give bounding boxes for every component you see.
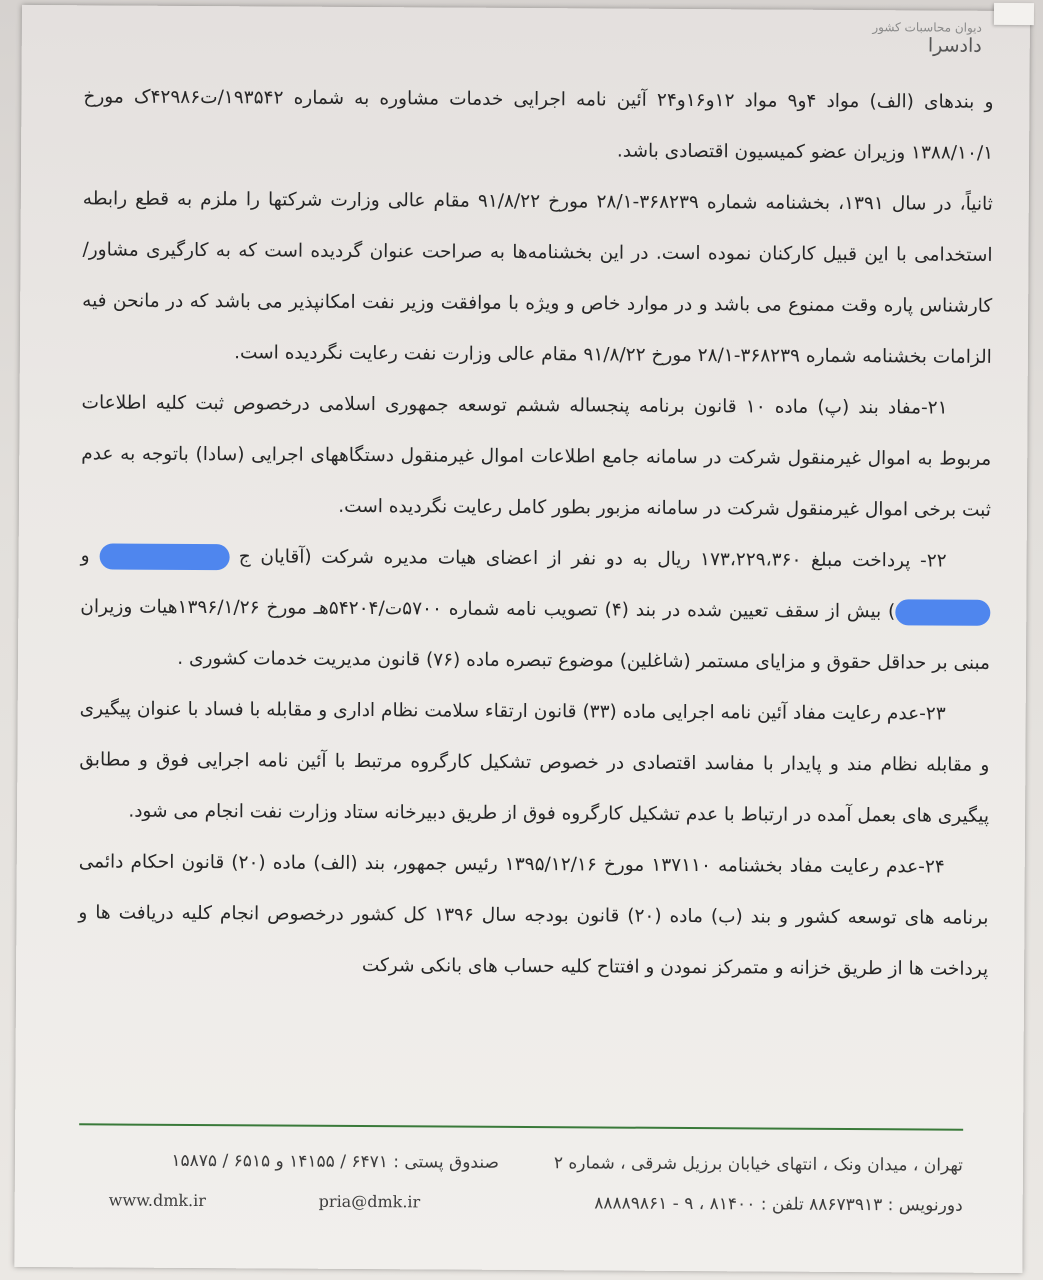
department-name: دادسرا [927,34,982,57]
paragraph-22-part1: ۲۲- پرداخت مبلغ ۱۷۳،۲۲۹،۳۶۰ ریال به دو نفر از اعضای هیات مدیره شرکت (آقایان ج [238,546,947,572]
document-body [78,71,994,995]
page-corner-fold [994,3,1034,25]
redacted-name-1 [99,543,229,570]
paragraph-22-part2: و [80,545,90,567]
letterhead-stamp [872,20,982,57]
paragraph-21: ۲۱-مفاد بند (پ) ماده ۱۰ قانون برنامه پنجساله ششم توسعه جمهوری اسلامی درخصوص ثبت کلیه اطلاعات مربوط به اموال غیرمنقول شرکت در سامانه جامع اطلاعات اموال غیرمنقول دستگاههای اجرایی (سادا) باتوجه به عدم ثبت برخی اموال غیرمنقول شرکت در سامانه مزبور بطور کامل رعایت نگردیده است. [81,392,992,521]
footer-website: www.dmk.ir [108,1190,207,1211]
document-page [14,5,1030,1273]
organization-name: دیوان محاسبات کشور [872,20,982,35]
footer-phones: دورنویس : ۸۸۶۷۳۹۱۳ تلفن : ۸۱۴۰۰ ، ۹ - ۸۸۸۸۹۸۶۱ [594,1193,963,1216]
footer-divider [79,1123,963,1130]
paragraph-24: ۲۴-عدم رعایت مفاد بخشنامه ۱۳۷۱۱۰ مورخ ۱۳۹۵/۱۲/۱۶ رئیس جمهور، بند (الف) ماده (۲۰) قانون احکام دائمی برنامه های توسعه کشور و بند (ب) ماده (۲۰) قانون بودجه سال ۱۳۹۶ کل کشور درخصوص انجام کلیه دریافت ها و پرداخت ها از طریق خزانه و متمرکز نمودن و افتتاح کلیه حساب های بانکی شرکت [78,851,989,980]
footer-address: تهران ، میدان ونک ، انتهای خیابان برزیل شرقی ، شماره ۲ [553,1153,963,1176]
footer-email: pria@dmk.ir [318,1191,421,1212]
footer-contact-block [554,1143,964,1225]
paragraph-secondly: ثانیاً، در سال ۱۳۹۱، بخشنامه شماره ۳۶۸۲۳۹-۲۸/۱ مورخ ۹۱/۸/۲۲ مقام عالی وزارت شرکتها را ملزم به قطع رابطه استخدامی با این قبیل کارکنان نموده است. در این بخشنامه‌ها به صراحت عنوان گردیده است که به کارگیری مشاور/کارشناس پاره وقت ممنوع می باشد و در موارد خاص و ویژه با موافقت وزیر نفت امکانپذیر می باشد که در مانحن فیه الزامات بخشنامه شماره ۳۶۸۲۳۹-۲۸/۱ مورخ ۹۱/۸/۲۲ مقام عالی وزارت نفت رعایت نگردیده است. [82,188,993,368]
redacted-name-2 [895,599,990,626]
paragraph-23: ۲۳-عدم رعایت مفاد آئین نامه اجرایی ماده (۳۳) قانون ارتقاء سلامت نظام اداری و مقابله با فساد با عنوان پیگیری و مقابله نظام مند و پایدار با مفاسد اقتصادی در خصوص تشکیل کارگروه مرتبط با آئین نامه اجرایی فوق و مطابق پیگیری های بعمل آمده در ارتباط با عدم تشکیل کارگروه فوق از طریق دبیرخانه ستاد وزارت نفت انجام می شود. [79,698,990,827]
footer-po-box: صندوق پستی : ۶۴۷۱ / ۱۴۱۵۵ و ۶۵۱۵ / ۱۵۸۷۵ [171,1150,500,1173]
letterhead-footer [78,1140,963,1245]
paragraph-intro: و بندهای (الف) مواد ۴و۹ مواد ۱۲و۱۶و۲۴ آئین نامه اجرایی خدمات مشاوره به شماره ۱۹۳۵۴۲/ت۴۲۹۸۶ک مورخ ۱۳۸۸/۱۰/۱ وزیران عضو کمیسیون اقتصادی باشد. [83,86,994,164]
footer-postal-block [79,1140,499,1223]
footer-links [79,1180,499,1223]
paragraph-22 [80,530,991,689]
paragraph-22-part3: ) بیش از سقف تعیین شده در بند (۴) تصویب نامه شماره ۵۷۰۰ت/۵۴۲۰۴هـ مورخ ۱۳۹۶/۱/۲۶هیات وزیران مبنی بر حداقل حقوق و مزایای مستمر (شاغلین) موضوع تبصره ماده (۷۶) قانون مدیریت خدمات کشوری . [80,596,991,674]
